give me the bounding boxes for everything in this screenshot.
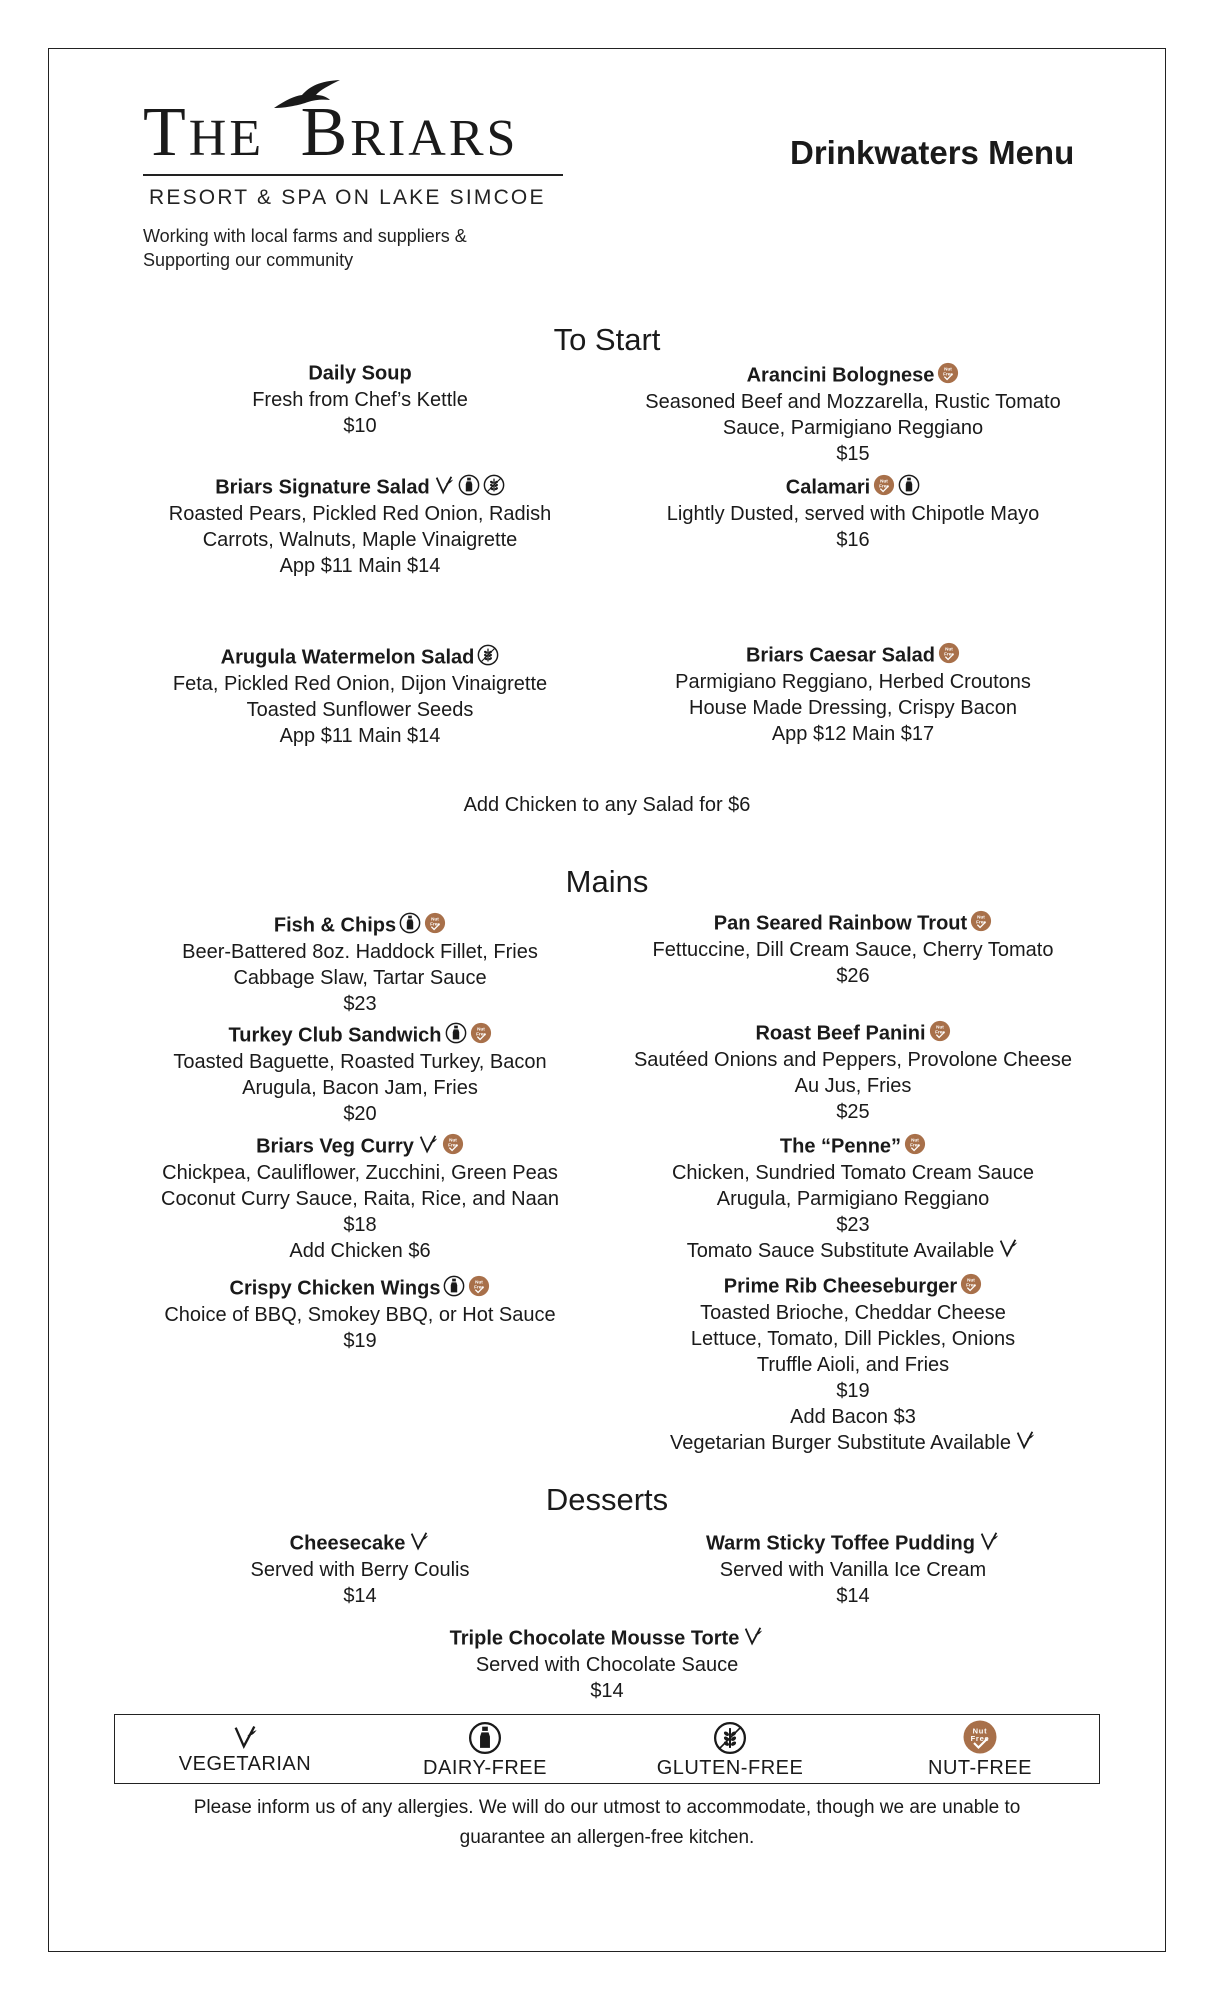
- menu-item-detail: Toasted Brioche, Cheddar Cheese: [700, 1301, 1006, 1324]
- menu-item-detail: $18: [343, 1213, 377, 1236]
- menu-item-detail: Arugula, Parmigiano Reggiano: [716, 1187, 990, 1210]
- menu-item-name: Turkey Club Sandwich: [100, 1022, 620, 1049]
- dairy-free-icon: [445, 1022, 467, 1044]
- menu-item-detail: Lightly Dusted, served with Chipotle Mayo: [666, 502, 1040, 525]
- menu-item-detail: Served with Berry Coulis: [250, 1558, 470, 1581]
- menu-item-detail: Cabbage Slaw, Tartar Sauce: [233, 966, 487, 989]
- menu-item: [100, 360, 620, 439]
- menu-item-name: Crispy Chicken Wings: [100, 1275, 620, 1302]
- menu-item-detail: $16: [836, 528, 870, 551]
- logo-wordmark: [143, 94, 519, 171]
- menu-item: [593, 1133, 1113, 1264]
- menu-item: [593, 1020, 1113, 1125]
- menu-item: [593, 1530, 1113, 1609]
- nut-free-icon: [970, 910, 992, 932]
- menu-item-detail: Lettuce, Tomato, Dill Pickles, Onions: [690, 1327, 1016, 1350]
- vegetarian-icon: [417, 1133, 439, 1155]
- nut-free-icon: [937, 362, 959, 384]
- allergy-disclaimer: Please inform us of any allergies. We will do our utmost to accommodate, though we are unable to guarantee an allergen-free kitchen.: [193, 1797, 1021, 1848]
- menu-item-detail: $23: [836, 1213, 870, 1236]
- menu-item-name: Roast Beef Panini: [593, 1020, 1113, 1047]
- menu-item-name: Briars Caesar Salad: [593, 642, 1113, 669]
- menu-item-name: Daily Soup: [308, 362, 412, 385]
- menu-item: [347, 1625, 867, 1704]
- menu-item-name: Arugula Watermelon Salad: [100, 644, 620, 671]
- logo-the: THE: [143, 94, 265, 171]
- nut-free-icon: [960, 1273, 982, 1295]
- nut-free-icon: [470, 1022, 492, 1044]
- menu-item-detail: Feta, Pickled Red Onion, Dijon Vinaigrette: [172, 672, 548, 695]
- menu-item-name: Calamari: [593, 474, 1113, 501]
- menu-item-name: Prime Rib Cheeseburger: [593, 1273, 1113, 1300]
- menu-item-detail: $19: [343, 1329, 377, 1352]
- menu-item-detail: $10: [343, 414, 377, 437]
- menu-item-detail: Parmigiano Reggiano, Herbed Croutons: [675, 670, 1031, 693]
- dairy-free-icon: [898, 474, 920, 496]
- nut-free-icon: [904, 1133, 926, 1155]
- svg-text:Nut: Nut: [972, 1726, 988, 1736]
- menu-item: [100, 1022, 620, 1127]
- logo-briars: BRIARS: [300, 94, 519, 171]
- menu-item-name: Warm Sticky Toffee Pudding: [593, 1530, 1113, 1557]
- vegetarian-icon: [742, 1625, 764, 1647]
- menu-item-detail: Toasted Baguette, Roasted Turkey, Bacon: [173, 1050, 547, 1073]
- menu-item-detail: $14: [343, 1584, 377, 1607]
- menu-item-detail: Roasted Pears, Pickled Red Onion, Radish: [168, 502, 552, 525]
- menu-item-name: The “Penne”: [593, 1133, 1113, 1160]
- menu-item-detail: Fresh from Chef’s Kettle: [252, 388, 468, 411]
- menu-item: [100, 644, 620, 749]
- gluten-free-icon: [477, 644, 499, 666]
- tagline: Working with local farms and suppliers & Supporting our community: [143, 226, 467, 270]
- menu-item-detail: Add Bacon $3: [790, 1405, 916, 1428]
- menu-item-detail: Beer-Battered 8oz. Haddock Fillet, Fries: [182, 940, 538, 963]
- menu-item-detail: App $11 Main $14: [279, 724, 441, 747]
- gluten-free-icon: [713, 1721, 747, 1755]
- legend-gluten-free: GLUTEN-FREE: [645, 1721, 815, 1780]
- menu-item-name: Fish & Chips: [100, 912, 620, 939]
- section-heading-to-start: To Start: [553, 322, 661, 357]
- nut-free-icon: [929, 1020, 951, 1042]
- menu-item-detail: $14: [836, 1584, 870, 1607]
- nut-free-icon: [962, 1719, 998, 1755]
- menu-item-detail: App $12 Main $17: [771, 722, 935, 745]
- salad-add-chicken-note: Add Chicken to any Salad for $6: [463, 794, 751, 816]
- legend-vegetarian: VEGETARIAN: [165, 1723, 325, 1776]
- menu-item-detail: Seasoned Beef and Mozzarella, Rustic Tomato: [645, 390, 1061, 413]
- vegetarian-icon: [408, 1530, 430, 1552]
- menu-item-detail: $25: [836, 1100, 870, 1123]
- menu-item-detail: Sautéed Onions and Peppers, Provolone Cheese: [633, 1048, 1073, 1071]
- vegetarian-icon: [997, 1237, 1019, 1259]
- menu-item-name: Triple Chocolate Mousse Torte: [347, 1625, 867, 1652]
- menu-title: Drinkwaters Menu: [790, 134, 1075, 171]
- menu-item-detail: Add Chicken $6: [289, 1239, 431, 1262]
- menu-item-name: Briars Signature Salad: [100, 474, 620, 501]
- menu-item-detail: App $11 Main $14: [279, 554, 441, 577]
- menu-item-detail: Served with Chocolate Sauce: [475, 1653, 739, 1676]
- menu-item-name: Briars Veg Curry: [100, 1133, 620, 1160]
- menu-item: [593, 642, 1113, 747]
- menu-item-detail: Carrots, Walnuts, Maple Vinaigrette: [202, 528, 518, 551]
- menu-item-detail: Tomato Sauce Substitute Available: [593, 1238, 1113, 1264]
- vegetarian-icon: [1014, 1429, 1036, 1451]
- menu-item: [593, 910, 1113, 989]
- dairy-free-icon: [468, 1721, 502, 1755]
- nut-free-icon: [424, 912, 446, 934]
- dairy-free-icon: [443, 1275, 465, 1297]
- menu-item: [100, 912, 620, 1017]
- dietary-legend: [114, 1714, 1100, 1784]
- menu-item-detail: Chicken, Sundried Tomato Cream Sauce: [671, 1161, 1035, 1184]
- menu-item-detail: $15: [836, 442, 870, 465]
- menu-item: [100, 1133, 620, 1264]
- menu-item-detail: Truffle Aioli, and Fries: [756, 1353, 950, 1376]
- menu-item-detail: Chickpea, Cauliflower, Zucchini, Green Peas: [162, 1161, 558, 1184]
- menu-item-detail: $19: [836, 1379, 870, 1402]
- gluten-free-icon: [483, 474, 505, 496]
- menu-item: [100, 1275, 620, 1354]
- legend-dairy-free: DAIRY-FREE: [405, 1721, 565, 1780]
- menu-item-detail: $14: [590, 1679, 624, 1702]
- menu-item-detail: House Made Dressing, Crispy Bacon: [689, 696, 1017, 719]
- nut-free-icon: [873, 474, 895, 496]
- nut-free-icon: [468, 1275, 490, 1297]
- svg-text:Free: Free: [970, 1733, 990, 1743]
- menu-item-detail: Served with Vanilla Ice Cream: [719, 1558, 987, 1581]
- logo-divider: [143, 174, 563, 176]
- menu-item-detail: Toasted Sunflower Seeds: [246, 698, 474, 721]
- nut-free-icon: [938, 642, 960, 664]
- vegetarian-icon: [231, 1723, 259, 1751]
- section-heading-mains: Mains: [565, 864, 649, 899]
- menu-item-detail: $23: [343, 992, 377, 1015]
- menu-item-detail: Arugula, Bacon Jam, Fries: [242, 1076, 478, 1099]
- menu-item-detail: Coconut Curry Sauce, Raita, Rice, and Naan: [161, 1187, 559, 1210]
- menu-item: [593, 1273, 1113, 1456]
- legend-nut-free: Nut Free NUT-FREE: [905, 1719, 1055, 1780]
- menu-item: [593, 362, 1113, 467]
- menu-item-detail: Choice of BBQ, Smokey BBQ, or Hot Sauce: [164, 1303, 556, 1326]
- dairy-free-icon: [458, 474, 480, 496]
- menu-item-name: Pan Seared Rainbow Trout: [593, 910, 1113, 937]
- menu-item-name: Cheesecake: [100, 1530, 620, 1557]
- menu-item-detail: $26: [836, 964, 870, 987]
- vegetarian-icon: [433, 474, 455, 496]
- menu-item: [100, 1530, 620, 1609]
- vegetarian-icon: [978, 1530, 1000, 1552]
- menu-item: [593, 474, 1113, 553]
- logo-subtitle: RESORT & SPA ON LAKE SIMCOE: [149, 186, 546, 209]
- menu-item-detail: $20: [343, 1102, 377, 1125]
- section-heading-desserts: Desserts: [545, 1482, 669, 1517]
- dairy-free-icon: [399, 912, 421, 934]
- menu-item-detail: Fettuccine, Dill Cream Sauce, Cherry Tomato: [652, 938, 1054, 961]
- nut-free-icon: [442, 1133, 464, 1155]
- menu-item-detail: Vegetarian Burger Substitute Available: [593, 1430, 1113, 1456]
- menu-item-name: Arancini Bolognese: [593, 362, 1113, 389]
- menu-item-detail: Au Jus, Fries: [794, 1074, 912, 1097]
- menu-item-detail: Sauce, Parmigiano Reggiano: [722, 416, 984, 439]
- menu-item: [100, 474, 620, 579]
